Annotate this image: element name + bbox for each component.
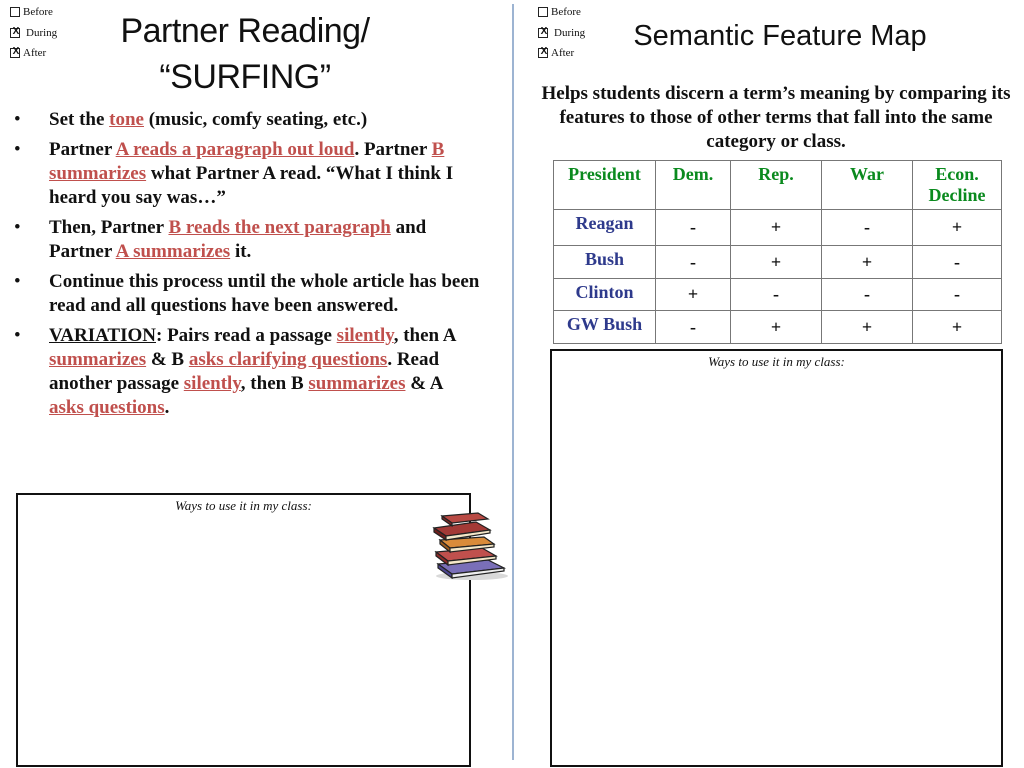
column-header: War: [822, 161, 913, 210]
checkbox-box[interactable]: [10, 48, 20, 58]
list-item: [12, 216, 482, 264]
text: & A: [405, 373, 443, 394]
table-cell: Reagan: [554, 210, 656, 246]
table-cell: +: [913, 210, 1002, 246]
table-cell: -: [913, 279, 1002, 311]
table-cell: +: [656, 279, 731, 311]
checkbox-during[interactable]: [538, 27, 585, 39]
column-header: Dem.: [656, 161, 731, 210]
text: and Partner: [49, 217, 427, 262]
text: Partner: [49, 139, 116, 160]
page-divider: [512, 4, 514, 760]
highlight-text: silently: [336, 325, 394, 346]
table-cell: -: [731, 279, 822, 311]
checkbox-during[interactable]: [10, 27, 57, 39]
variation-label: VARIATION: [49, 325, 156, 346]
column-header: Rep.: [731, 161, 822, 210]
checkbox-label: After: [23, 47, 47, 59]
page-title-partner-reading: [80, 8, 410, 100]
highlight-text: B reads the next paragraph: [168, 217, 391, 238]
highlight-text: asks clarifying questions: [188, 349, 388, 370]
checkbox-box[interactable]: [10, 28, 20, 38]
checkbox-after[interactable]: [10, 47, 46, 59]
list-item: [12, 270, 482, 318]
text: what Partner A read. “What I think I heard you say was…”: [49, 163, 454, 208]
table-cell: -: [822, 279, 913, 311]
table-row: [554, 279, 1002, 311]
table-cell: GW Bush: [554, 311, 656, 344]
column-header: Econ. Decline: [913, 161, 1002, 210]
text: . Read another passage: [49, 349, 440, 394]
table-cell: -: [656, 246, 731, 279]
text: (music, comfy seating, etc.): [143, 109, 368, 130]
table-row: [554, 210, 1002, 246]
checkbox-label: During: [26, 27, 58, 39]
table-cell: Clinton: [554, 279, 656, 311]
text: , then B: [240, 373, 309, 394]
table-cell: +: [913, 311, 1002, 344]
notes-box-left[interactable]: [16, 493, 471, 767]
table-row: [554, 311, 1002, 344]
notes-box-label: Ways to use it in my class:: [708, 354, 845, 369]
stack-of-books-icon: [430, 510, 512, 582]
table-cell: +: [731, 210, 822, 246]
checkbox-label: During: [554, 27, 586, 39]
table-row: [554, 246, 1002, 279]
text: it.: [230, 241, 252, 262]
title-line-2: “SURFING”: [159, 58, 331, 96]
table-cell: Bush: [554, 246, 656, 279]
list-item: [12, 108, 482, 132]
highlight-text: asks questions: [49, 397, 165, 418]
table-cell: -: [656, 311, 731, 344]
checkbox-label: Before: [23, 6, 53, 18]
semantic-feature-table: [553, 160, 1002, 344]
highlight-text: summarizes: [49, 349, 147, 370]
text: Set the: [49, 109, 110, 130]
table-cell: +: [822, 311, 913, 344]
checkbox-box[interactable]: [10, 7, 20, 17]
instructions-list: [12, 108, 482, 426]
text: : Pairs read a passage: [156, 325, 337, 346]
title-line-1: Partner Reading/: [120, 12, 370, 50]
checkbox-box[interactable]: [538, 28, 548, 38]
text: .: [164, 397, 170, 418]
highlight-text: silently: [183, 373, 241, 394]
page-title-semantic-feature-map: Semantic Feature Map: [633, 20, 927, 52]
notes-box-right[interactable]: [550, 349, 1003, 767]
checkbox-before[interactable]: [10, 6, 53, 18]
highlight-text: summarizes: [308, 373, 406, 394]
checkbox-after[interactable]: [538, 47, 574, 59]
table-cell: -: [822, 210, 913, 246]
table-header-row: [554, 161, 1002, 210]
highlight-text: A reads a paragraph out loud: [115, 139, 355, 160]
highlight-text: A summarizes: [115, 241, 231, 262]
column-header: President: [554, 161, 656, 210]
table-cell: -: [913, 246, 1002, 279]
text: . Partner: [354, 139, 432, 160]
highlight-text: tone: [109, 109, 144, 130]
checkbox-box[interactable]: [538, 48, 548, 58]
text: Continue this process until the whole article has been read and all questions have been answered.: [49, 271, 480, 316]
table-cell: +: [731, 311, 822, 344]
checkbox-label: Before: [551, 6, 581, 18]
table-cell: +: [822, 246, 913, 279]
checkbox-before[interactable]: [538, 6, 581, 18]
text: & B: [146, 349, 189, 370]
text: , then A: [393, 325, 456, 346]
table-cell: +: [731, 246, 822, 279]
table-cell: -: [656, 210, 731, 246]
list-item: [12, 324, 482, 420]
list-item: [12, 138, 482, 210]
highlight-text: B summarizes: [49, 139, 445, 184]
checkbox-label: After: [551, 47, 575, 59]
notes-box-label: Ways to use it in my class:: [175, 498, 312, 513]
strategy-description: Helps students discern a term’s meaning by comparing its features to those of other terms that fall into the same category or class.: [541, 83, 1011, 152]
text: Then, Partner: [49, 217, 169, 238]
checkbox-box[interactable]: [538, 7, 548, 17]
